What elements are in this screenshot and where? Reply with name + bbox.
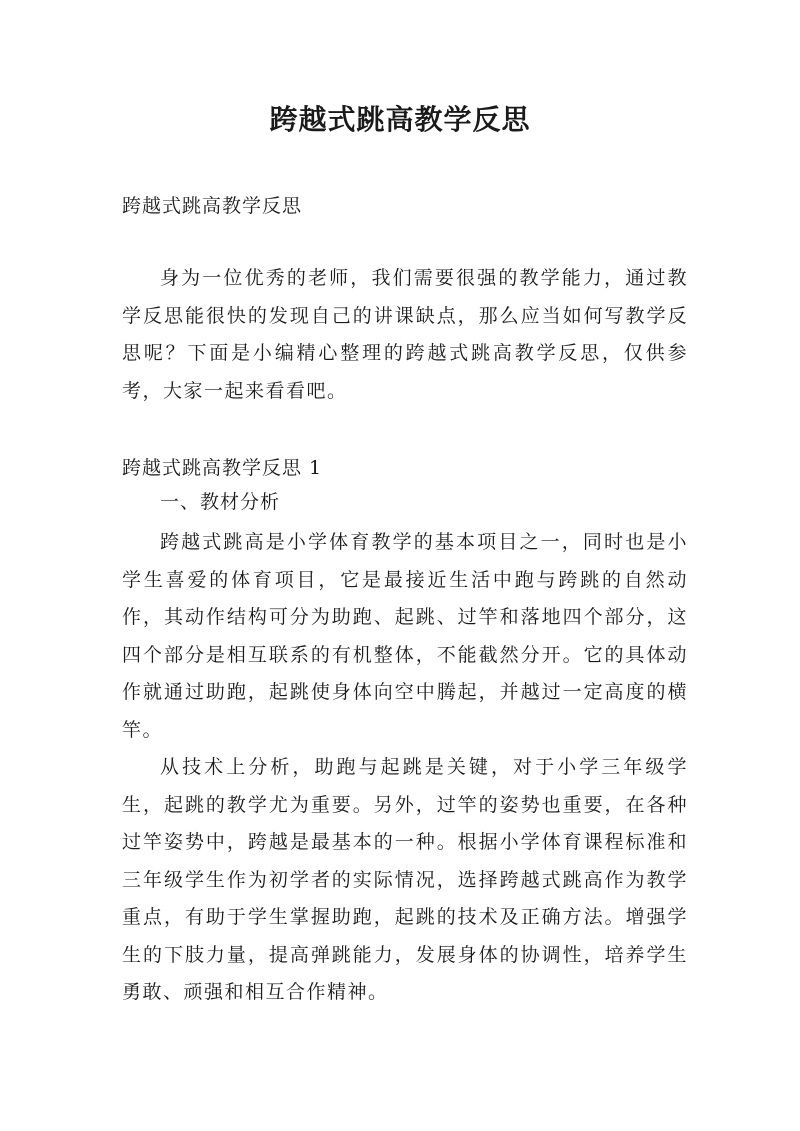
body-paragraph: 从技术上分析，助跑与起跳是关键，对于小学三年级学生，起跳的教学尤为重要。另外，过竿的姿势也重要，在各种过竿姿势中，跨越是最基本的一种。根据小学体育课程标准和三年级学生作为初学者的实际情况，选择跨越式跳高作为教学重点，有助于学生掌握助跑，起跳的技术及正确方法。增强学生的下肢力量，提高弹跳能力，发展身体的协调性，培养学生勇敢、顽强和相互合作精神。 — [122, 756, 688, 1003]
content-block — [122, 524, 688, 1012]
intro-block — [122, 260, 688, 410]
intro-paragraph: 身为一位优秀的老师，我们需要很强的教学能力，通过教学反思能很快的发现自己的讲课缺点，那么应当如何写教学反思呢？下面是小编精心整理的跨越式跳高教学反思，仅供参考，大家一起来看看吧。 — [122, 267, 688, 402]
document-subtitle: 跨越式跳高教学反思 — [122, 195, 303, 217]
document-title: 跨越式跳高教学反思 — [269, 103, 531, 136]
body-paragraph: 跨越式跳高是小学体育教学的基本项目之一，同时也是小学生喜爱的体育项目，它是最接近生活中跑与跨跳的自然动作，其动作结构可分为助跑、起跳、过竿和落地四个部分，这四个部分是相互联系的有机整体，不能截然分开。它的具体动作就通过助跑，起跳使身体向空中腾起，并越过一定高度的横竿。 — [122, 531, 688, 741]
section-title: 跨越式跳高教学反思 1 — [122, 457, 323, 479]
sub-heading: 一、教材分析 — [160, 491, 281, 513]
